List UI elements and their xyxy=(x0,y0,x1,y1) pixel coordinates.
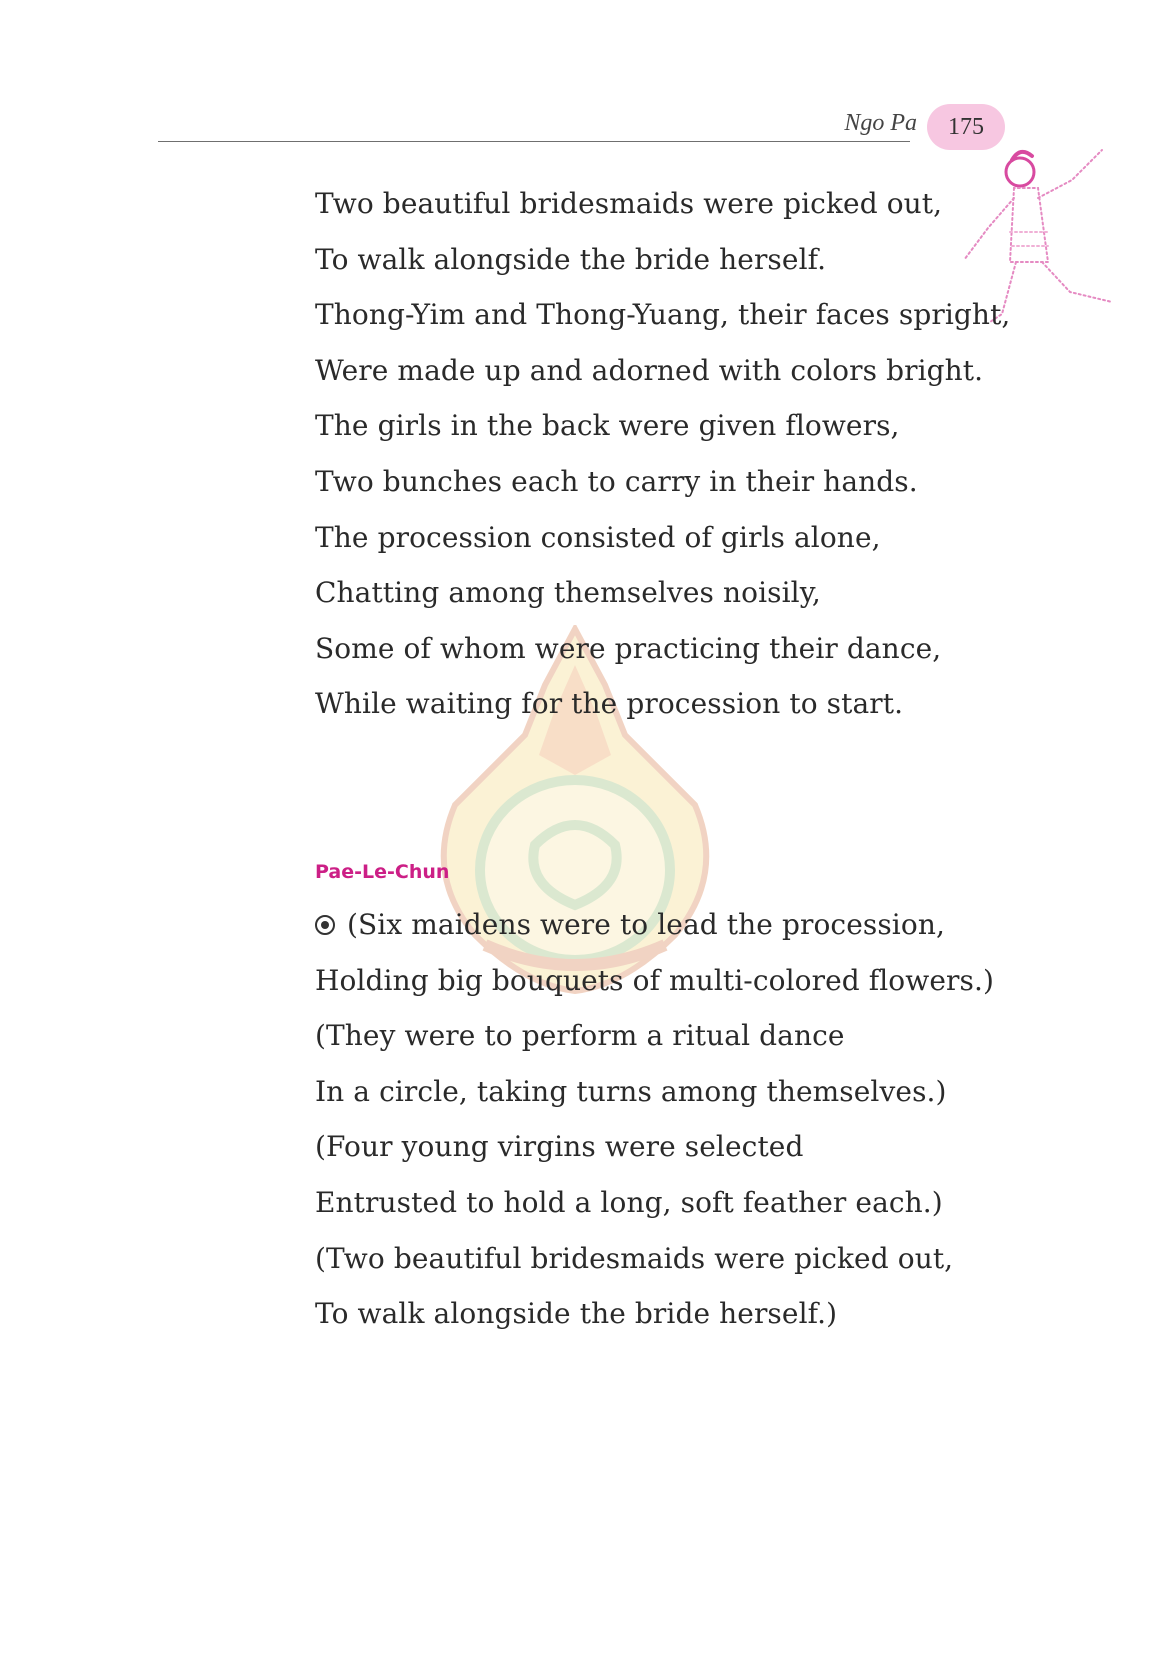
verse-line: Two beautiful bridesmaids were picked out, xyxy=(315,187,943,220)
verse-line: While waiting for the procession to start. xyxy=(315,687,904,721)
verse-block-one xyxy=(315,176,1010,732)
verse-line: Some of whom were practicing their dance, xyxy=(315,631,942,665)
header-rule xyxy=(158,141,910,142)
verse-line: Thong-Yim and Thong-Yuang, their faces spright, xyxy=(315,298,1011,332)
verse-line: In a circle, taking turns among themselves.) xyxy=(315,1074,947,1108)
verse-line: To walk alongside the bride herself.) xyxy=(315,1297,838,1331)
verse-line-text: (Six maidens were to lead the procession, xyxy=(347,908,945,941)
verse-line-first xyxy=(315,897,994,953)
verse-line: Chatting among themselves noisily, xyxy=(315,576,821,610)
verse-line: Two bunches each to carry in their hands. xyxy=(315,464,918,498)
verse-line: (Two beautiful bridesmaids were picked out, xyxy=(315,1241,954,1275)
verse-line: The procession consisted of girls alone, xyxy=(315,520,881,554)
verse-block-two xyxy=(315,897,994,1342)
running-title: Ngo Pa xyxy=(844,110,917,136)
verse-line: Were made up and adorned with colors bright. xyxy=(315,353,984,387)
bullet-icon xyxy=(315,915,335,935)
verse-line: To walk alongside the bride herself. xyxy=(315,242,827,276)
verse-line: (Four young virgins were selected xyxy=(315,1130,804,1164)
page-number: 175 xyxy=(948,113,984,140)
section-label: Pae-Le-Chun xyxy=(315,861,450,883)
verse-line: Holding big bouquets of multi-colored flowers.) xyxy=(315,963,994,997)
verse-line: Entrusted to hold a long, soft feather each.) xyxy=(315,1185,943,1219)
verse-line: (They were to perform a ritual dance xyxy=(315,1019,845,1053)
verse-line: The girls in the back were given flowers, xyxy=(315,409,900,443)
